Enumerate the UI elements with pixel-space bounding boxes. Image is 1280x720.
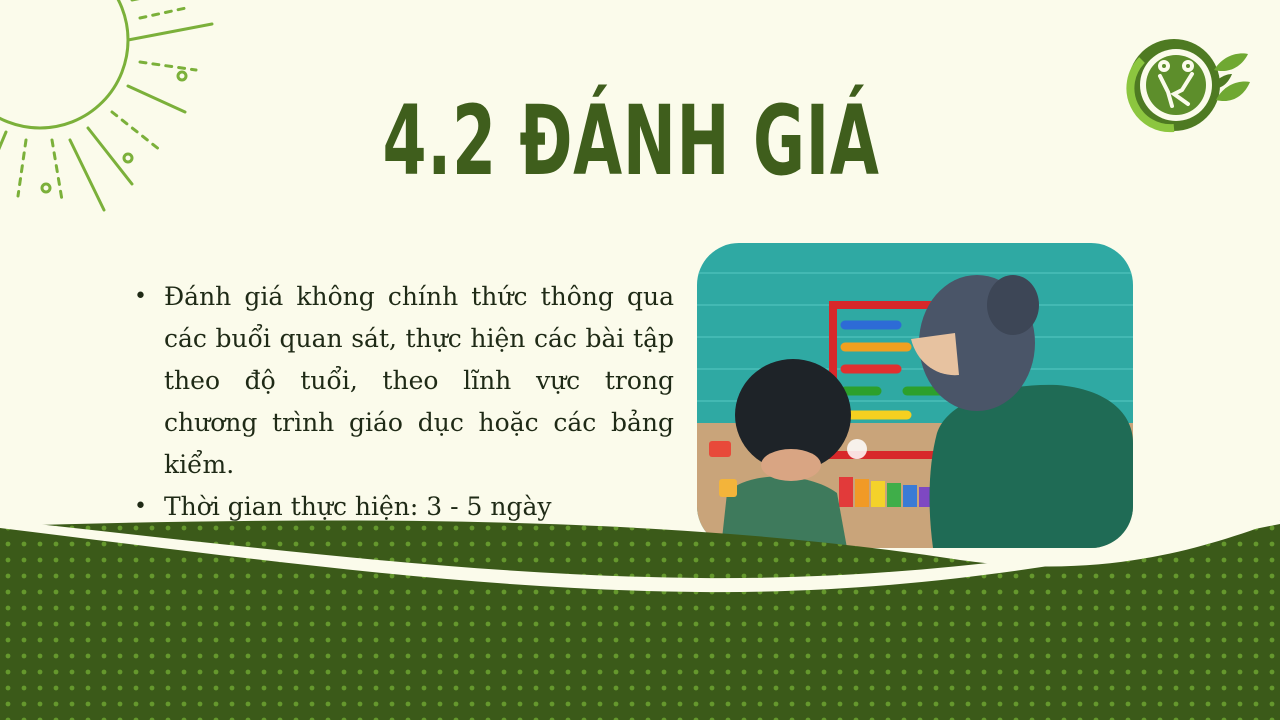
bullet-list — [134, 276, 674, 528]
leaf-circle-logo — [1116, 30, 1256, 140]
classroom-photo — [697, 243, 1133, 548]
sun-rays-icon — [0, 0, 230, 220]
bullet-item-duration: • Thời gian thực hiện: 3 - 5 ngày — [134, 486, 674, 528]
bullet-item-assessment: • Đánh giá không chính thức thông qua các buổi quan sát, thực hiện các bài tập theo độ tuổi, theo lĩnh vực trong chương trình giáo dục hoặc các bảng kiểm. — [134, 276, 674, 486]
slide-title: 4.2 ĐÁNH GIÁ — [382, 85, 880, 197]
decorative-wave — [0, 520, 1280, 720]
